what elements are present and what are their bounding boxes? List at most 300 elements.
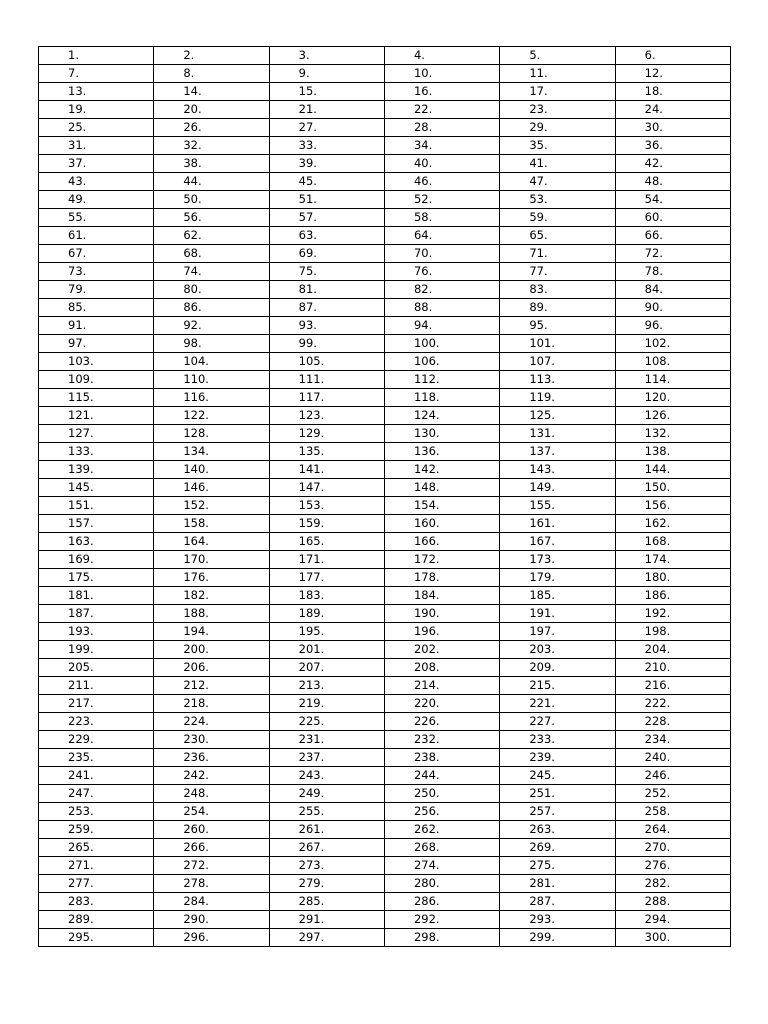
- table-cell: 53.: [500, 191, 615, 209]
- table-cell: 175.: [39, 569, 154, 587]
- table-cell: 97.: [39, 335, 154, 353]
- table-cell: 208.: [384, 659, 499, 677]
- table-cell: 204.: [615, 641, 730, 659]
- table-cell: 194.: [154, 623, 269, 641]
- table-cell: 223.: [39, 713, 154, 731]
- table-cell: 119.: [500, 389, 615, 407]
- table-cell: 11.: [500, 65, 615, 83]
- table-cell: 9.: [269, 65, 384, 83]
- table-cell: 70.: [384, 245, 499, 263]
- table-cell: 228.: [615, 713, 730, 731]
- table-cell: 62.: [154, 227, 269, 245]
- table-row: [39, 353, 731, 371]
- table-row: [39, 245, 731, 263]
- table-cell: 111.: [269, 371, 384, 389]
- table-cell: 185.: [500, 587, 615, 605]
- table-cell: 176.: [154, 569, 269, 587]
- table-row: [39, 263, 731, 281]
- table-cell: 215.: [500, 677, 615, 695]
- table-cell: 100.: [384, 335, 499, 353]
- table-cell: 69.: [269, 245, 384, 263]
- table-cell: 186.: [615, 587, 730, 605]
- table-cell: 115.: [39, 389, 154, 407]
- table-cell: 38.: [154, 155, 269, 173]
- table-cell: 64.: [384, 227, 499, 245]
- table-cell: 59.: [500, 209, 615, 227]
- table-cell: 177.: [269, 569, 384, 587]
- table-cell: 287.: [500, 893, 615, 911]
- table-cell: 140.: [154, 461, 269, 479]
- table-cell: 216.: [615, 677, 730, 695]
- table-cell: 299.: [500, 929, 615, 947]
- table-cell: 84.: [615, 281, 730, 299]
- table-cell: 293.: [500, 911, 615, 929]
- table-cell: 5.: [500, 47, 615, 65]
- table-cell: 168.: [615, 533, 730, 551]
- table-cell: 196.: [384, 623, 499, 641]
- table-cell: 71.: [500, 245, 615, 263]
- table-row: [39, 623, 731, 641]
- table-cell: 65.: [500, 227, 615, 245]
- table-cell: 18.: [615, 83, 730, 101]
- table-cell: 169.: [39, 551, 154, 569]
- table-cell: 123.: [269, 407, 384, 425]
- table-cell: 276.: [615, 857, 730, 875]
- table-cell: 110.: [154, 371, 269, 389]
- table-cell: 68.: [154, 245, 269, 263]
- table-cell: 78.: [615, 263, 730, 281]
- table-cell: 128.: [154, 425, 269, 443]
- table-cell: 126.: [615, 407, 730, 425]
- table-cell: 144.: [615, 461, 730, 479]
- table-cell: 17.: [500, 83, 615, 101]
- table-cell: 66.: [615, 227, 730, 245]
- table-cell: 22.: [384, 101, 499, 119]
- table-cell: 294.: [615, 911, 730, 929]
- table-cell: 146.: [154, 479, 269, 497]
- table-cell: 143.: [500, 461, 615, 479]
- table-row: [39, 497, 731, 515]
- table-cell: 117.: [269, 389, 384, 407]
- table-cell: 151.: [39, 497, 154, 515]
- table-cell: 226.: [384, 713, 499, 731]
- table-cell: 6.: [615, 47, 730, 65]
- table-row: [39, 515, 731, 533]
- table-cell: 249.: [269, 785, 384, 803]
- table-cell: 88.: [384, 299, 499, 317]
- table-row: [39, 659, 731, 677]
- table-row: [39, 299, 731, 317]
- table-cell: 81.: [269, 281, 384, 299]
- table-cell: 103.: [39, 353, 154, 371]
- table-cell: 25.: [39, 119, 154, 137]
- table-cell: 60.: [615, 209, 730, 227]
- table-cell: 116.: [154, 389, 269, 407]
- table-cell: 278.: [154, 875, 269, 893]
- table-cell: 75.: [269, 263, 384, 281]
- table-row: [39, 911, 731, 929]
- table-cell: 58.: [384, 209, 499, 227]
- table-cell: 265.: [39, 839, 154, 857]
- table-cell: 107.: [500, 353, 615, 371]
- table-cell: 296.: [154, 929, 269, 947]
- table-cell: 153.: [269, 497, 384, 515]
- table-row: [39, 65, 731, 83]
- table-cell: 165.: [269, 533, 384, 551]
- table-cell: 112.: [384, 371, 499, 389]
- table-cell: 244.: [384, 767, 499, 785]
- table-cell: 51.: [269, 191, 384, 209]
- table-cell: 206.: [154, 659, 269, 677]
- table-cell: 251.: [500, 785, 615, 803]
- table-cell: 209.: [500, 659, 615, 677]
- table-cell: 26.: [154, 119, 269, 137]
- table-cell: 150.: [615, 479, 730, 497]
- table-cell: 77.: [500, 263, 615, 281]
- table-cell: 171.: [269, 551, 384, 569]
- table-cell: 238.: [384, 749, 499, 767]
- table-cell: 106.: [384, 353, 499, 371]
- table-cell: 290.: [154, 911, 269, 929]
- table-cell: 148.: [384, 479, 499, 497]
- table-cell: 33.: [269, 137, 384, 155]
- table-cell: 23.: [500, 101, 615, 119]
- table-cell: 67.: [39, 245, 154, 263]
- table-cell: 291.: [269, 911, 384, 929]
- table-cell: 158.: [154, 515, 269, 533]
- table-cell: 76.: [384, 263, 499, 281]
- table-cell: 85.: [39, 299, 154, 317]
- table-cell: 289.: [39, 911, 154, 929]
- table-cell: 80.: [154, 281, 269, 299]
- table-row: [39, 83, 731, 101]
- table-cell: 224.: [154, 713, 269, 731]
- table-cell: 233.: [500, 731, 615, 749]
- table-cell: 124.: [384, 407, 499, 425]
- table-row: [39, 785, 731, 803]
- table-row: [39, 767, 731, 785]
- table-cell: 187.: [39, 605, 154, 623]
- table-cell: 225.: [269, 713, 384, 731]
- table-cell: 295.: [39, 929, 154, 947]
- table-cell: 191.: [500, 605, 615, 623]
- table-cell: 73.: [39, 263, 154, 281]
- table-cell: 139.: [39, 461, 154, 479]
- table-cell: 39.: [269, 155, 384, 173]
- table-cell: 155.: [500, 497, 615, 515]
- table-cell: 12.: [615, 65, 730, 83]
- table-cell: 91.: [39, 317, 154, 335]
- table-cell: 40.: [384, 155, 499, 173]
- table-cell: 272.: [154, 857, 269, 875]
- table-cell: 252.: [615, 785, 730, 803]
- table-cell: 170.: [154, 551, 269, 569]
- table-cell: 213.: [269, 677, 384, 695]
- table-row: [39, 605, 731, 623]
- table-cell: 243.: [269, 767, 384, 785]
- table-cell: 242.: [154, 767, 269, 785]
- table-cell: 288.: [615, 893, 730, 911]
- table-row: [39, 425, 731, 443]
- table-cell: 218.: [154, 695, 269, 713]
- table-cell: 211.: [39, 677, 154, 695]
- table-cell: 35.: [500, 137, 615, 155]
- table-cell: 15.: [269, 83, 384, 101]
- table-cell: 275.: [500, 857, 615, 875]
- table-cell: 260.: [154, 821, 269, 839]
- table-cell: 269.: [500, 839, 615, 857]
- table-cell: 16.: [384, 83, 499, 101]
- table-cell: 125.: [500, 407, 615, 425]
- table-cell: 188.: [154, 605, 269, 623]
- table-row: [39, 713, 731, 731]
- table-cell: 200.: [154, 641, 269, 659]
- table-cell: 259.: [39, 821, 154, 839]
- table-cell: 245.: [500, 767, 615, 785]
- table-row: [39, 389, 731, 407]
- table-cell: 157.: [39, 515, 154, 533]
- table-cell: 43.: [39, 173, 154, 191]
- table-cell: 49.: [39, 191, 154, 209]
- table-cell: 189.: [269, 605, 384, 623]
- table-row: [39, 677, 731, 695]
- table-cell: 74.: [154, 263, 269, 281]
- table-cell: 270.: [615, 839, 730, 857]
- table-cell: 44.: [154, 173, 269, 191]
- table-cell: 266.: [154, 839, 269, 857]
- table-cell: 95.: [500, 317, 615, 335]
- grid-body: [39, 47, 731, 947]
- table-cell: 283.: [39, 893, 154, 911]
- table-cell: 284.: [154, 893, 269, 911]
- table-cell: 63.: [269, 227, 384, 245]
- table-cell: 167.: [500, 533, 615, 551]
- table-cell: 212.: [154, 677, 269, 695]
- table-cell: 149.: [500, 479, 615, 497]
- table-cell: 99.: [269, 335, 384, 353]
- table-row: [39, 227, 731, 245]
- table-cell: 163.: [39, 533, 154, 551]
- table-cell: 29.: [500, 119, 615, 137]
- table-cell: 230.: [154, 731, 269, 749]
- table-cell: 118.: [384, 389, 499, 407]
- table-cell: 248.: [154, 785, 269, 803]
- table-cell: 47.: [500, 173, 615, 191]
- table-row: [39, 335, 731, 353]
- table-cell: 145.: [39, 479, 154, 497]
- table-cell: 98.: [154, 335, 269, 353]
- table-row: [39, 569, 731, 587]
- table-cell: 121.: [39, 407, 154, 425]
- table-cell: 133.: [39, 443, 154, 461]
- table-cell: 267.: [269, 839, 384, 857]
- table-cell: 93.: [269, 317, 384, 335]
- table-cell: 147.: [269, 479, 384, 497]
- table-row: [39, 551, 731, 569]
- table-row: [39, 749, 731, 767]
- table-cell: 136.: [384, 443, 499, 461]
- table-cell: 34.: [384, 137, 499, 155]
- table-cell: 253.: [39, 803, 154, 821]
- table-cell: 72.: [615, 245, 730, 263]
- table-cell: 120.: [615, 389, 730, 407]
- table-row: [39, 839, 731, 857]
- table-cell: 300.: [615, 929, 730, 947]
- table-row: [39, 893, 731, 911]
- table-cell: 286.: [384, 893, 499, 911]
- table-cell: 131.: [500, 425, 615, 443]
- table-cell: 13.: [39, 83, 154, 101]
- table-cell: 130.: [384, 425, 499, 443]
- table-cell: 135.: [269, 443, 384, 461]
- table-cell: 235.: [39, 749, 154, 767]
- table-row: [39, 155, 731, 173]
- table-cell: 258.: [615, 803, 730, 821]
- table-cell: 83.: [500, 281, 615, 299]
- table-cell: 201.: [269, 641, 384, 659]
- table-cell: 256.: [384, 803, 499, 821]
- table-cell: 24.: [615, 101, 730, 119]
- table-cell: 86.: [154, 299, 269, 317]
- table-cell: 193.: [39, 623, 154, 641]
- table-cell: 207.: [269, 659, 384, 677]
- table-cell: 199.: [39, 641, 154, 659]
- table-cell: 46.: [384, 173, 499, 191]
- table-row: [39, 371, 731, 389]
- table-cell: 138.: [615, 443, 730, 461]
- table-cell: 192.: [615, 605, 730, 623]
- table-row: [39, 173, 731, 191]
- table-cell: 281.: [500, 875, 615, 893]
- table-row: [39, 137, 731, 155]
- table-cell: 137.: [500, 443, 615, 461]
- table-row: [39, 731, 731, 749]
- table-cell: 264.: [615, 821, 730, 839]
- table-cell: 134.: [154, 443, 269, 461]
- table-cell: 7.: [39, 65, 154, 83]
- table-cell: 160.: [384, 515, 499, 533]
- table-cell: 54.: [615, 191, 730, 209]
- table-cell: 210.: [615, 659, 730, 677]
- table-cell: 261.: [269, 821, 384, 839]
- table-cell: 174.: [615, 551, 730, 569]
- table-cell: 203.: [500, 641, 615, 659]
- table-cell: 282.: [615, 875, 730, 893]
- table-cell: 166.: [384, 533, 499, 551]
- table-cell: 198.: [615, 623, 730, 641]
- table-cell: 254.: [154, 803, 269, 821]
- table-row: [39, 461, 731, 479]
- table-cell: 255.: [269, 803, 384, 821]
- table-cell: 236.: [154, 749, 269, 767]
- table-row: [39, 875, 731, 893]
- table-cell: 205.: [39, 659, 154, 677]
- table-cell: 285.: [269, 893, 384, 911]
- table-cell: 247.: [39, 785, 154, 803]
- table-cell: 108.: [615, 353, 730, 371]
- table-cell: 56.: [154, 209, 269, 227]
- table-cell: 104.: [154, 353, 269, 371]
- table-cell: 89.: [500, 299, 615, 317]
- table-cell: 109.: [39, 371, 154, 389]
- table-cell: 179.: [500, 569, 615, 587]
- table-cell: 159.: [269, 515, 384, 533]
- table-cell: 52.: [384, 191, 499, 209]
- table-cell: 164.: [154, 533, 269, 551]
- table-cell: 129.: [269, 425, 384, 443]
- table-cell: 105.: [269, 353, 384, 371]
- table-cell: 102.: [615, 335, 730, 353]
- table-cell: 195.: [269, 623, 384, 641]
- table-cell: 4.: [384, 47, 499, 65]
- table-cell: 220.: [384, 695, 499, 713]
- table-cell: 172.: [384, 551, 499, 569]
- table-cell: 21.: [269, 101, 384, 119]
- table-cell: 87.: [269, 299, 384, 317]
- table-cell: 10.: [384, 65, 499, 83]
- table-cell: 268.: [384, 839, 499, 857]
- table-cell: 48.: [615, 173, 730, 191]
- table-cell: 277.: [39, 875, 154, 893]
- table-cell: 127.: [39, 425, 154, 443]
- table-cell: 173.: [500, 551, 615, 569]
- table-cell: 79.: [39, 281, 154, 299]
- table-cell: 162.: [615, 515, 730, 533]
- table-cell: 190.: [384, 605, 499, 623]
- table-cell: 257.: [500, 803, 615, 821]
- table-cell: 36.: [615, 137, 730, 155]
- table-cell: 234.: [615, 731, 730, 749]
- table-cell: 94.: [384, 317, 499, 335]
- table-cell: 8.: [154, 65, 269, 83]
- table-cell: 240.: [615, 749, 730, 767]
- table-cell: 241.: [39, 767, 154, 785]
- table-cell: 292.: [384, 911, 499, 929]
- table-row: [39, 479, 731, 497]
- table-row: [39, 929, 731, 947]
- table-row: [39, 209, 731, 227]
- table-row: [39, 317, 731, 335]
- table-cell: 274.: [384, 857, 499, 875]
- table-row: [39, 641, 731, 659]
- table-cell: 2.: [154, 47, 269, 65]
- table-cell: 182.: [154, 587, 269, 605]
- table-row: [39, 281, 731, 299]
- table-cell: 227.: [500, 713, 615, 731]
- table-cell: 221.: [500, 695, 615, 713]
- table-cell: 1.: [39, 47, 154, 65]
- table-cell: 184.: [384, 587, 499, 605]
- table-cell: 57.: [269, 209, 384, 227]
- table-cell: 239.: [500, 749, 615, 767]
- table-cell: 37.: [39, 155, 154, 173]
- table-cell: 101.: [500, 335, 615, 353]
- table-cell: 19.: [39, 101, 154, 119]
- table-cell: 229.: [39, 731, 154, 749]
- table-row: [39, 101, 731, 119]
- table-cell: 96.: [615, 317, 730, 335]
- table-cell: 82.: [384, 281, 499, 299]
- table-cell: 20.: [154, 101, 269, 119]
- table-cell: 30.: [615, 119, 730, 137]
- table-cell: 90.: [615, 299, 730, 317]
- table-cell: 14.: [154, 83, 269, 101]
- table-row: [39, 857, 731, 875]
- table-row: [39, 533, 731, 551]
- table-cell: 202.: [384, 641, 499, 659]
- table-cell: 141.: [269, 461, 384, 479]
- table-row: [39, 191, 731, 209]
